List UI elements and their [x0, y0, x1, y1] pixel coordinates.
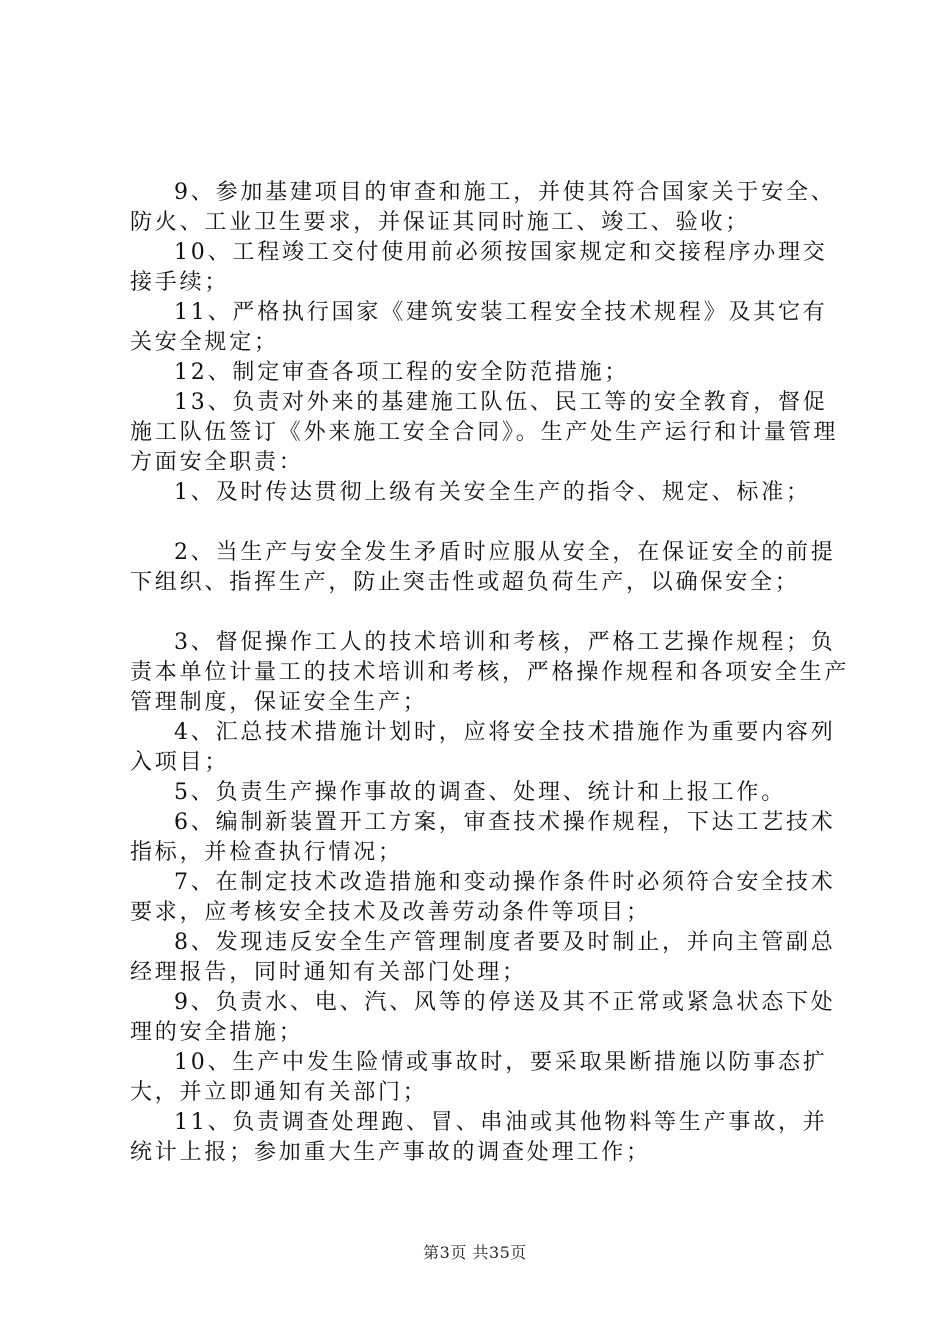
page-footer	[0, 1243, 950, 1263]
paragraph-item-12-measures: 12、制定审查各项工程的安全防范措施；	[174, 360, 630, 385]
paragraph-item-9-utilities: 9、负责水、电、汽、风等的停送及其不正常或紧急状态下处理的安全措施；	[130, 990, 836, 1045]
paragraph-item-7-tech-changes: 7、在制定技术改造措施和变动操作条件时必须符合安全技术要求，应考核安全技术及改善劳动条件等项目；	[130, 870, 836, 925]
paragraph-item-10-emergency: 10、生产中发生险情或事故时，要采取果断措施以防事态扩大，并立即通知有关部门；	[130, 1050, 828, 1105]
paragraph-item-11-regulations: 11、严格执行国家《建筑安装工程安全技术规程》及其它有关安全规定；	[130, 300, 828, 355]
paragraph-item-9-construction-review: 9、参加基建项目的审查和施工，并使其符合国家关于安全、防火、工业卫生要求，并保证其同时施工、竣工、验收；	[130, 180, 836, 235]
paragraph-item-11-investigation: 11、负责调查处理跑、冒、串油或其他物料等生产事故，并统计上报；参加重大生产事故的调查处理工作；	[130, 1110, 828, 1165]
paragraph-item-1-directives: 1、及时传达贯彻上级有关安全生产的指令、规定、标准；	[174, 480, 811, 505]
document-body	[130, 178, 850, 1168]
paragraph-item-10-handover: 10、工程竣工交付使用前必须按国家规定和交接程序办理交接手续；	[130, 240, 828, 295]
paragraph-item-13-external-teams: 13、负责对外来的基建施工队伍、民工等的安全教育，督促施工队伍签订《外来施工安全合同》。生产处生产运行和计量管理方面安全职责：	[130, 390, 839, 475]
paragraph-item-8-violations: 8、发现违反安全生产管理制度者要及时制止，并向主管副总经理报告，同时通知有关部门处理；	[130, 930, 836, 985]
paragraph-item-6-startup-plan: 6、编制新装置开工方案，审查技术操作规程，下达工艺技术指标，并检查执行情况；	[130, 810, 836, 865]
paragraph-item-5-accident-handling: 5、负责生产操作事故的调查、处理、统计和上报工作。	[174, 780, 786, 805]
paragraph-item-4-technical-plan: 4、汇总技术措施计划时，应将安全技术措施作为重要内容列入项目；	[130, 720, 836, 775]
paragraph-item-3-training: 3、督促操作工人的技术培训和考核，严格工艺操作规程；负责本单位计量工的技术培训和考核，严格操作规程和各项安全生产管理制度，保证安全生产；	[130, 630, 850, 715]
page-number-label: 第3页 共35页	[423, 1243, 527, 1262]
paragraph-item-2-safety-first: 2、当生产与安全发生矛盾时应服从安全，在保证安全的前提下组织、指挥生产，防止突击性或超负荷生产，以确保安全；	[130, 540, 836, 595]
